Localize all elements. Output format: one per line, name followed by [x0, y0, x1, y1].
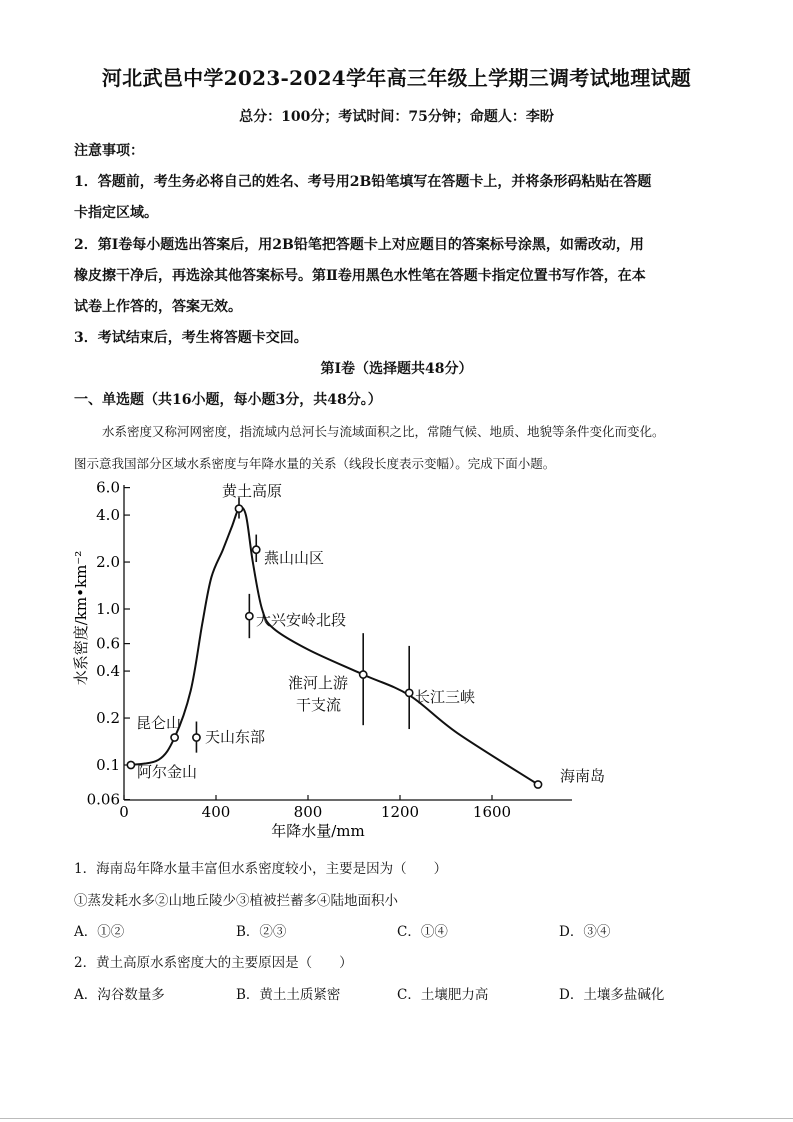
data-point [360, 671, 367, 678]
note-1-line-2: 卡指定区域。 [74, 205, 158, 221]
note-3: 3．考试结束后，考生将答题卡交回。 [74, 330, 308, 346]
question-2-option-a[interactable]: A．沟谷数量多 [74, 987, 165, 1003]
data-point [246, 613, 253, 620]
question-1-option-b[interactable]: B．②③ [236, 924, 287, 940]
y-tick-label: 6.0 [96, 478, 120, 497]
reading-line-2: 图示意我国部分区域水系密度与年降水量的关系（线段长度表示变幅）。完成下面小题。 [74, 456, 556, 471]
page-title: 河北武邑中学2023-2024学年高三年级上学期三调考试地理试题 [101, 66, 692, 90]
question-2-option-c[interactable]: C．土壤肥力高 [397, 987, 489, 1003]
y-tick-label: 0.06 [86, 790, 120, 809]
question-1-option-d[interactable]: D．③④ [559, 924, 611, 940]
note-1-line-1: 1．答题前，考生务必将自己的姓名、考号用2B铅笔填写在答题卡上，并将条形码粘贴在答题 [74, 174, 652, 190]
label-tianshan: 天山东部 [205, 728, 266, 746]
question-1-statements: ①蒸发耗水多②山地丘陵少③植被拦蓄多④陆地面积小 [74, 893, 398, 909]
page-bottom-rule [0, 1118, 793, 1119]
reading-line-1: 水系密度又称河网密度，指流域内总河长与流域面积之比，常随气候、地质、地貌等条件变化而变化。 [102, 424, 665, 439]
question-1-option-a[interactable]: A．①② [74, 924, 125, 940]
y-tick-label: 4.0 [96, 506, 120, 525]
x-tick-label: 800 [293, 803, 323, 821]
y-tick-label: 0.4 [96, 662, 120, 681]
data-point [235, 505, 242, 512]
part-title: 一、单选题（共16小题，每小题3分，共48分。） [74, 392, 382, 408]
data-point [406, 689, 413, 696]
y-axis-label: 水系密度/km•km⁻² [72, 550, 90, 686]
y-tick-label: 0.2 [96, 709, 120, 728]
volume-title: 第Ⅰ卷（选择题共48分） [320, 361, 473, 377]
y-tick-label: 1.0 [96, 600, 120, 618]
data-point [253, 546, 260, 553]
question-2-stem: 2．黄土高原水系密度大的主要原因是（ ） [74, 955, 353, 971]
label-huangtu: 黄土高原 [222, 482, 283, 500]
label-aerjin: 阿尔金山 [137, 763, 198, 781]
question-2-option-b[interactable]: B．黄土土质紧密 [236, 987, 341, 1003]
question-1-stem: 1．海南岛年降水量丰富但水系密度较小，主要是因为（ ） [74, 861, 448, 877]
question-2-option-d[interactable]: D．土壤多盐碱化 [559, 987, 665, 1003]
data-point [193, 734, 200, 741]
exam-info: 总分：100分；考试时间：75分钟；命题人：李盼 [239, 109, 554, 125]
question-1-option-c[interactable]: C．①④ [397, 924, 448, 940]
label-huaihe-line-1: 淮河上游 [288, 674, 349, 692]
label-changjiang: 长江三峡 [415, 688, 476, 706]
x-tick-label: 1600 [472, 803, 512, 821]
x-tick-label: 1200 [380, 803, 420, 821]
data-point [127, 761, 134, 768]
data-point [171, 734, 178, 741]
y-tick-label: 0.1 [96, 756, 120, 774]
x-axis-label: 年降水量/mm [271, 822, 365, 840]
label-kunlun: 昆仑山 [136, 714, 182, 732]
note-2-line-3: 试卷上作答的，答案无效。 [74, 299, 242, 315]
data-point [534, 781, 541, 788]
note-2-line-1: 2．第Ⅰ卷每小题选出答案后，用2B铅笔把答题卡上对应题目的答案标号涂黑，如需改动，用 [74, 237, 644, 253]
trend-curve [131, 508, 538, 785]
notes-heading: 注意事项： [74, 143, 144, 159]
label-hainan: 海南岛 [560, 767, 606, 785]
label-huaihe-line-2: 干支流 [296, 696, 342, 714]
x-tick-label: 0 [119, 803, 129, 821]
x-tick-label: 400 [201, 803, 231, 821]
y-tick-label: 0.6 [96, 634, 120, 653]
label-yanshan: 燕山山区 [264, 549, 325, 567]
y-tick-label: 2.0 [96, 553, 120, 572]
density-precipitation-chart [0, 470, 793, 850]
note-2-line-2: 橡皮擦干净后，再选涂其他答案标号。第Ⅱ卷用黑色水性笔在答题卡指定位置书写作答，在本 [74, 268, 646, 284]
label-daxinganling: 大兴安岭北段 [256, 611, 347, 629]
